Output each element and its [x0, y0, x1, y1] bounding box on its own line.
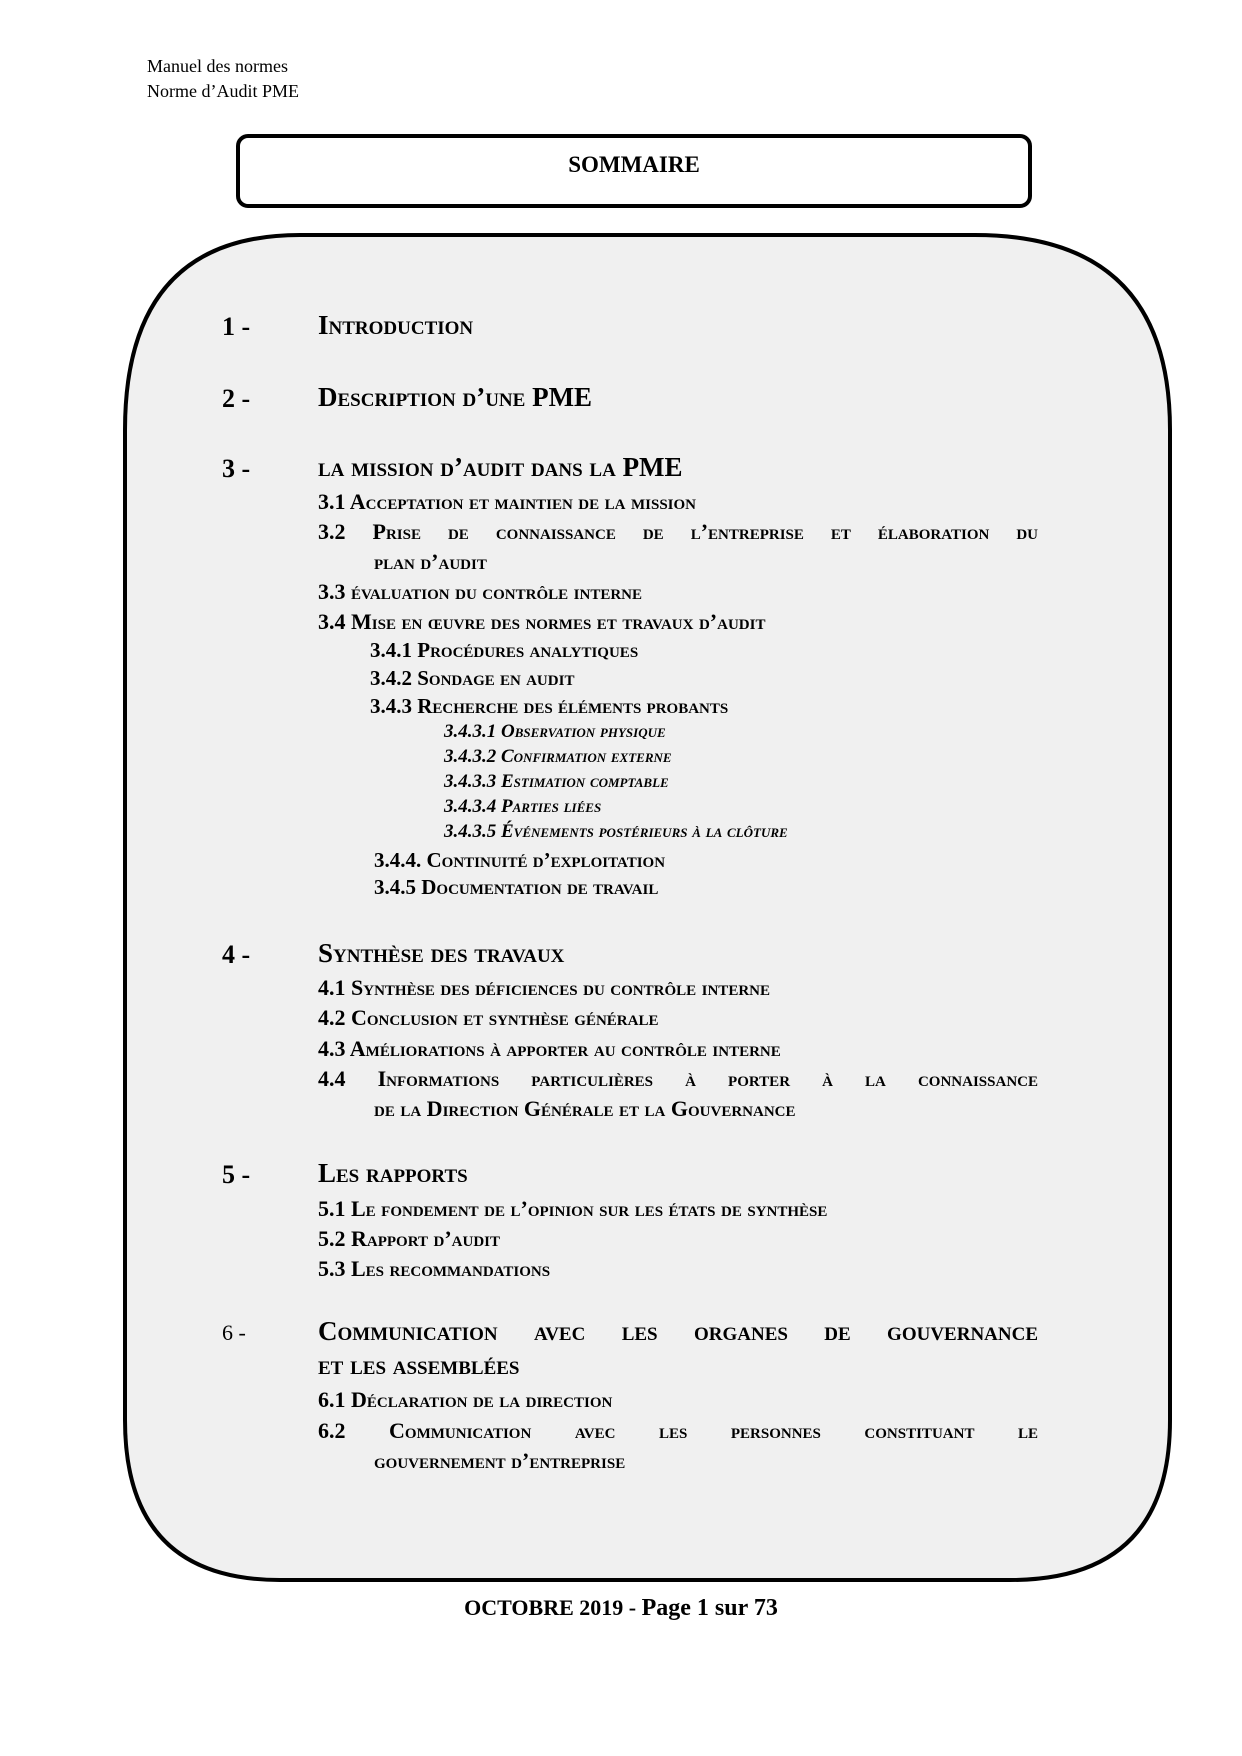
- toc-item-4-3[interactable]: 4.3 Améliorations à apporter au contrôle interne: [318, 1036, 781, 1061]
- toc-item-3-2-cont[interactable]: plan d’audit: [374, 549, 487, 574]
- toc-item-4-1[interactable]: 4.1 Synthèse des déficiences du contrôle interne: [318, 975, 770, 1000]
- footer-date: OCTOBRE 2019: [464, 1595, 624, 1620]
- toc-number-5: 5 -: [222, 1160, 251, 1189]
- toc-number-1: 1 -: [222, 312, 251, 341]
- footer-separator: -: [623, 1595, 642, 1620]
- toc-item-3-1[interactable]: 3.1 Acceptation et maintien de la mission: [318, 489, 697, 514]
- toc-item-6-2[interactable]: 6.2 Communication avec les personnes constituant le: [318, 1418, 1038, 1443]
- toc-section-rapports[interactable]: Les rapports: [318, 1158, 468, 1188]
- toc-item-4-4[interactable]: 4.4 Informations particulières à porter à la connaissance: [318, 1066, 1038, 1091]
- toc-number-3: 3 -: [222, 454, 251, 483]
- toc-item-5-2[interactable]: 5.2 Rapport d’audit: [318, 1226, 501, 1251]
- toc-section-communication[interactable]: Communication avec les organes de gouvernance: [318, 1316, 1038, 1346]
- toc-item-3-4-3-5[interactable]: 3.4.3.5 Événements postérieurs à la clôture: [444, 821, 788, 842]
- page-footer: [0, 1595, 1242, 1622]
- toc-item-3-4-1[interactable]: 3.4.1 Procédures analytiques: [370, 638, 639, 662]
- toc-item-3-4-4[interactable]: 3.4.4. Continuité d’exploitation: [374, 848, 666, 872]
- toc-item-3-2[interactable]: 3.2 Prise de connaissance de l’entreprise et élaboration du: [318, 519, 1038, 544]
- toc-item-4-2[interactable]: 4.2 Conclusion et synthèse générale: [318, 1005, 659, 1030]
- toc-item-3-4-3-4[interactable]: 3.4.3.4 Parties liées: [444, 796, 602, 817]
- toc-item-3-4-2[interactable]: 3.4.2 Sondage en audit: [370, 666, 575, 690]
- header-norm-name: Norme d’Audit PME: [147, 81, 299, 101]
- toc-item-5-1[interactable]: 5.1 Le fondement de l’opinion sur les états de synthèse: [318, 1196, 828, 1221]
- toc-section-synthese-travaux[interactable]: Synthèse des travaux: [318, 938, 565, 968]
- toc-section-description-pme[interactable]: Description d’une PME: [318, 382, 593, 412]
- toc-section-communication-cont[interactable]: et les assemblées: [318, 1350, 520, 1380]
- toc-item-3-4-3-3[interactable]: 3.4.3.3 Estimation comptable: [444, 771, 669, 792]
- toc-number-2: 2 -: [222, 384, 251, 413]
- page-number: Page 1 sur 73: [641, 1595, 778, 1621]
- toc-item-3-4-3[interactable]: 3.4.3 Recherche des éléments probants: [370, 694, 729, 718]
- toc-item-5-3[interactable]: 5.3 Les recommandations: [318, 1256, 551, 1281]
- toc-number-6: 6 -: [222, 1320, 246, 1345]
- toc-item-3-4-3-1[interactable]: 3.4.3.1 Observation physique: [444, 721, 666, 742]
- toc-item-3-4-3-2[interactable]: 3.4.3.2 Confirmation externe: [444, 746, 672, 767]
- toc-item-6-1[interactable]: 6.1 Déclaration de la direction: [318, 1387, 613, 1412]
- header-manual-name: Manuel des normes: [147, 56, 288, 76]
- toc-item-4-4-cont[interactable]: de la Direction Générale et la Gouvernance: [374, 1096, 796, 1121]
- toc-item-3-4[interactable]: 3.4 Mise en œuvre des normes et travaux d’audit: [318, 609, 766, 634]
- toc-item-3-3[interactable]: 3.3 évaluation du contrôle interne: [318, 579, 642, 604]
- toc-number-4: 4 -: [222, 940, 251, 969]
- summary-title: SOMMAIRE: [568, 152, 700, 177]
- toc-item-6-2-cont[interactable]: gouvernement d’entreprise: [374, 1448, 626, 1473]
- toc-item-3-4-5[interactable]: 3.4.5 Documentation de travail: [374, 875, 659, 899]
- toc-section-introduction[interactable]: Introduction: [318, 310, 474, 340]
- toc-section-mission-audit[interactable]: la mission d’audit dans la PME: [318, 452, 683, 482]
